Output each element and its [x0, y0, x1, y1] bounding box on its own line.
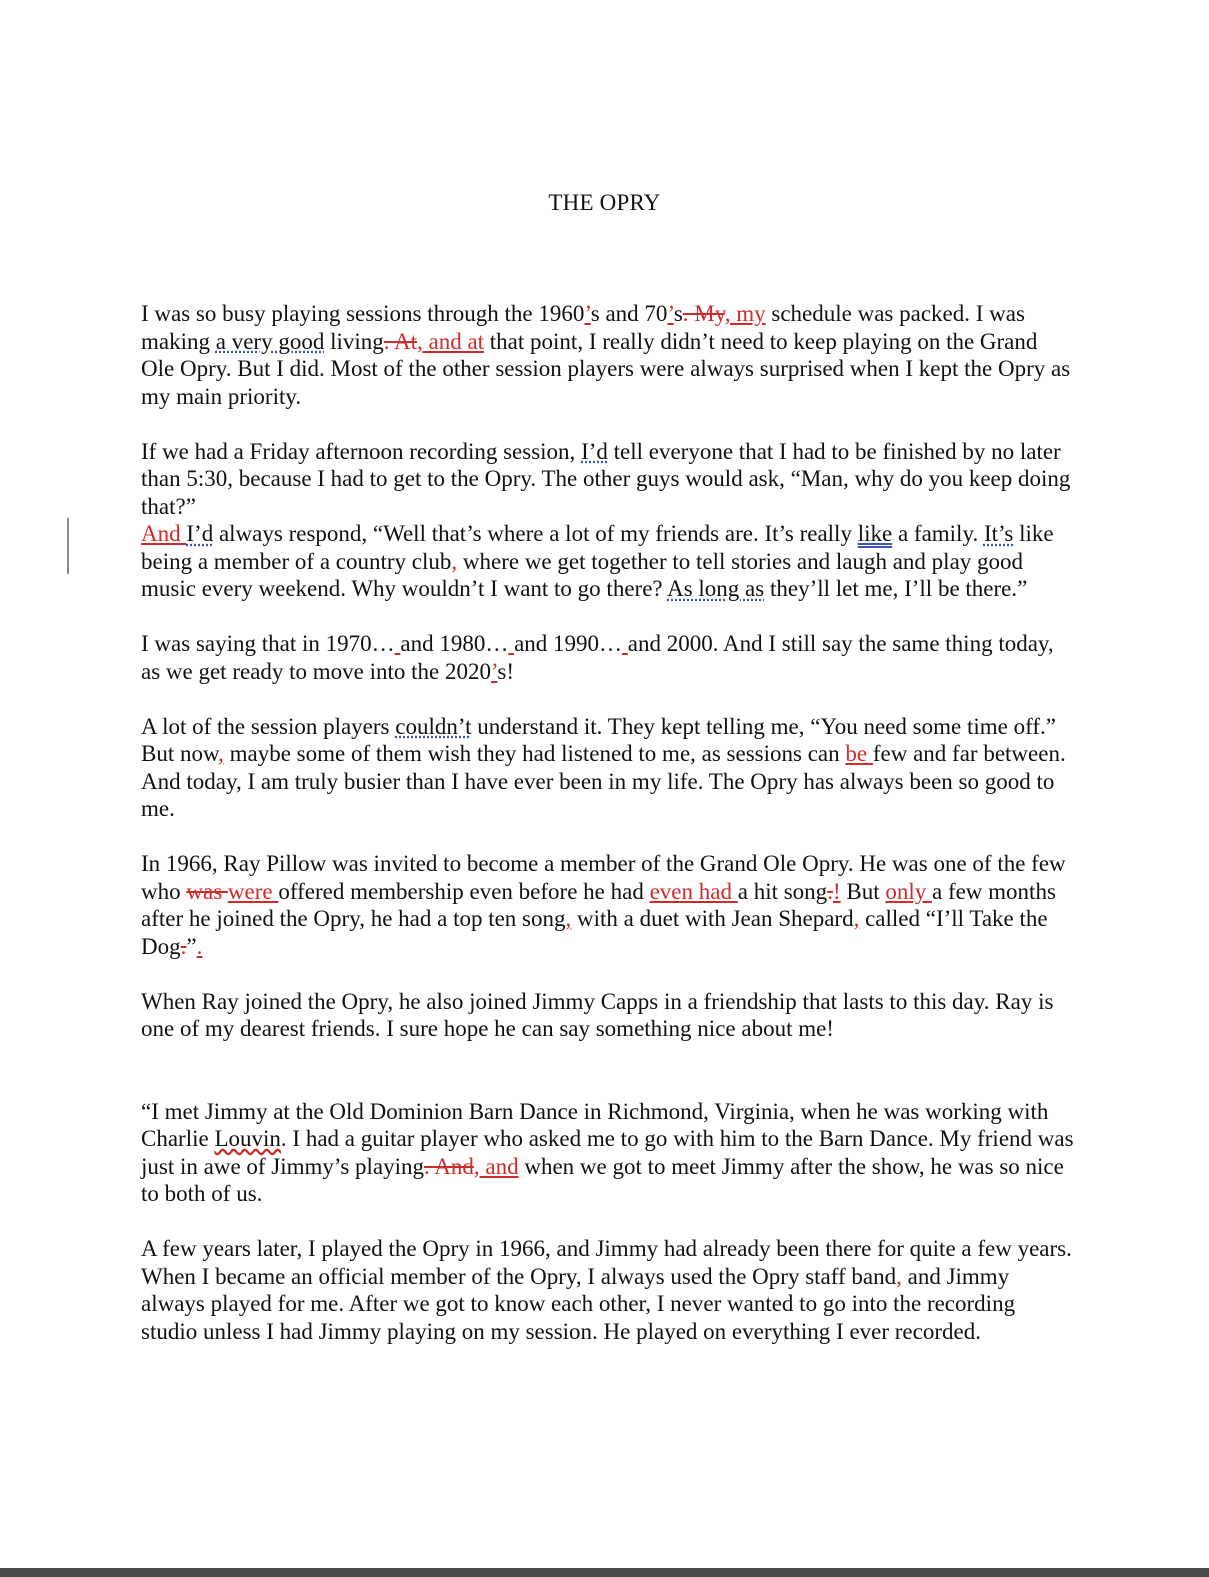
tracked-insertion[interactable]: ’ [491, 658, 498, 684]
tracked-insertion[interactable]: , my [724, 301, 766, 326]
tracked-deletion[interactable]: . [180, 933, 187, 959]
tracked-deletion[interactable]: . My [682, 301, 725, 326]
paragraph-9: A few years later, I played the Opry in 1966, and Jimmy had already been there for quite a few years. When I became an official member of the Opry, I always used the Opry staff band, and Jimmy always played for me. After we got to know each other, I never wanted to go into the recording studio unless I had Jimmy playing on my session. He played on everything I ever recorded. [141, 1236, 1072, 1344]
tracked-insertion[interactable]: . [196, 933, 203, 959]
tracked-insertion[interactable]: , [896, 1263, 902, 1289]
document-body[interactable] [141, 300, 1076, 1373]
paragraph-4: I was saying that in 1970… and 1980… and 1990… and 2000. And I still say the same thing today, as we get ready to move into the 2020’s! [141, 631, 1054, 684]
grammar-flag[interactable]: like [857, 521, 893, 546]
tracked-insertion[interactable]: , and [473, 1153, 519, 1179]
grammar-flag[interactable]: couldn’t [395, 713, 472, 739]
tracked-insertion[interactable]: only [885, 878, 932, 904]
page-title: THE OPRY [548, 190, 661, 215]
tracked-insertion[interactable]: ’ [667, 301, 674, 326]
tracked-insertion[interactable]: , [853, 906, 860, 931]
spelling-flag[interactable]: Louvin [214, 1126, 281, 1151]
tracked-insertion[interactable]: ’ [584, 301, 591, 326]
page-bottom-edge [0, 1568, 1209, 1577]
grammar-flag[interactable]: As long as [667, 576, 765, 601]
grammar-flag[interactable]: I’d [581, 438, 608, 464]
paragraph-3: And I’d always respond, “Well that’s where a lot of my friends are. It’s really like a family. It’s like being a member of a country club, where we get together to tell stories and laugh and play good music every weekend. Why wouldn’t I want to go there? As long as they’ll let me, I’ll be there.” [141, 521, 1054, 601]
tracked-insertion[interactable]: , [565, 906, 572, 931]
tracked-insertion[interactable]: , [218, 741, 224, 766]
tracked-deletion[interactable]: . [827, 878, 833, 904]
tracked-deletion[interactable]: was [186, 878, 228, 904]
paragraph-7: When Ray joined the Opry, he also joined Jimmy Capps in a friendship that lasts to this day. Ray is one of my dearest friends. I sure hope he can say something nice about me! [141, 988, 1054, 1041]
grammar-flag[interactable]: It’s [983, 521, 1014, 546]
paragraph-5: A lot of the session players couldn’t understand it. They kept telling me, “You need some time off.” But now, maybe some of them wish they had listened to me, as sessions can be few and far between. And today, I am truly busier than I have ever been in my life. The Opry has always been so good to me. [141, 713, 1066, 821]
tracked-insertion[interactable]: ! [832, 878, 841, 904]
grammar-flag[interactable]: I’d [186, 521, 214, 546]
grammar-flag[interactable]: a very good [215, 328, 325, 354]
paragraph-2: If we had a Friday afternoon recording session, I’d tell everyone that I had to be finished by no later than 5:30, because I had to get to the Opry. The other guys would ask, “Man, why do you keep doing that?” [141, 438, 1071, 519]
paragraph-6: In 1966, Ray Pillow was invited to become a member of the Grand Ole Opry. He was one of the few who was were offered membership even before he had even had a hit song.! But only a few months after he joined the Opry, he had a top ten song, with a duet with Jean Shepard, called “I’ll Take the Dog.”. [141, 851, 1066, 959]
revision-change-bar [67, 518, 69, 574]
tracked-insertion[interactable]: were [227, 878, 279, 904]
tracked-deletion[interactable]: . At [383, 328, 417, 354]
tracked-insertion[interactable]: be [845, 741, 873, 766]
tracked-insertion[interactable]: , and at [416, 328, 485, 354]
tracked-insertion[interactable]: And [141, 521, 187, 546]
paragraph-1: I was so busy playing sessions through the 1960’s and 70’s. My, my schedule was packed. I was making a very good living. At, and at that point, I really didn’t need to keep playing on the Grand Ole Opry. But I did. Most of the other session players were always surprised when I kept the Opry as my main priority. [141, 301, 1071, 409]
tracked-deletion[interactable]: . And [424, 1153, 474, 1179]
tracked-insertion[interactable]: , [451, 548, 458, 574]
paragraph-8: “I met Jimmy at the Old Dominion Barn Dance in Richmond, Virginia, when he was working with Charlie Louvin. I had a guitar player who asked me to go with him to the Barn Dance. My friend was just in awe of Jimmy’s playing. And, and when we got to meet Jimmy after the show, he was so nice to both of us. [141, 1098, 1074, 1206]
tracked-insertion[interactable]: even had [649, 878, 738, 904]
